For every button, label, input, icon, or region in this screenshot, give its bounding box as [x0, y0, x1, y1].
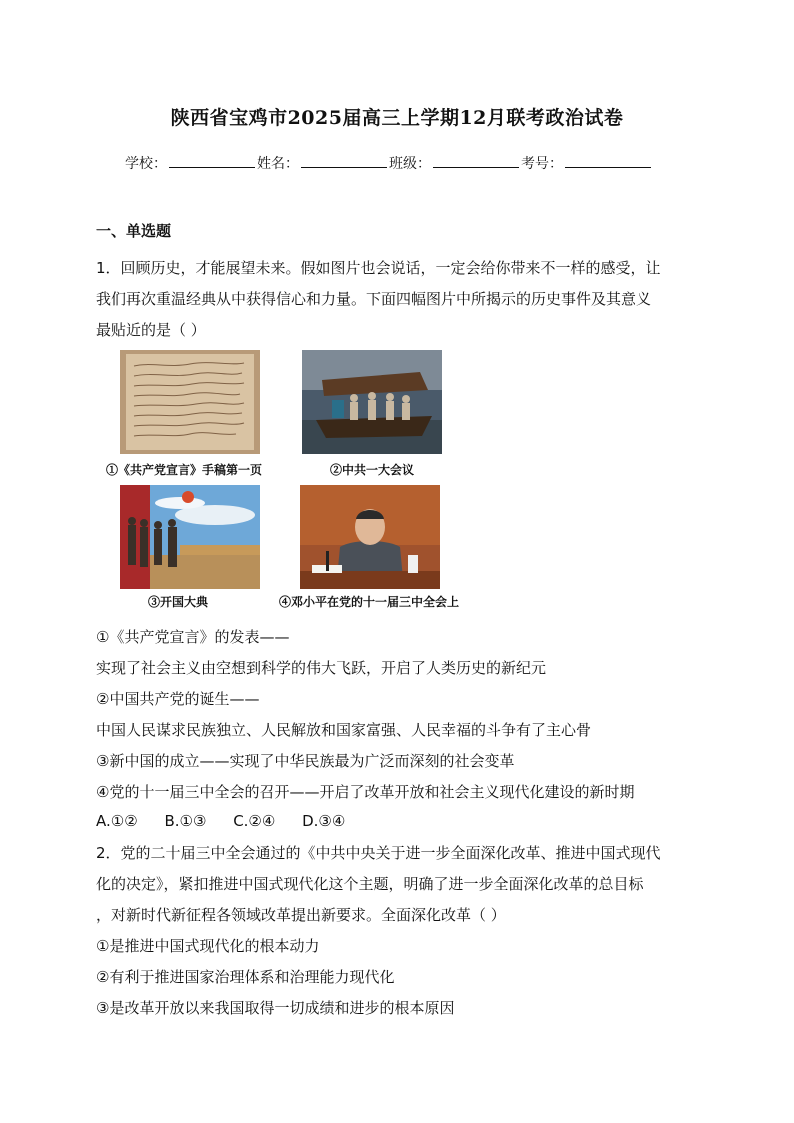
statement-line: 实现了社会主义由空想到科学的伟大飞跃，开启了人类历史的新纪元: [96, 659, 547, 677]
exam-number-label: 考号：: [521, 156, 563, 172]
question-2-line: ③是改革开放以来我国取得一切成绩和进步的根本原因: [96, 999, 455, 1017]
name-label: 姓名：: [257, 156, 299, 172]
statement-line: 中国人民谋求民族独立、人民解放和国家富强、人民幸福的斗争有了主心骨: [96, 721, 592, 739]
manuscript-photo: [120, 350, 260, 454]
class-blank: [433, 153, 519, 168]
boat-meeting-painting: [302, 350, 442, 454]
name-blank: [301, 153, 387, 168]
figure-caption: ④邓小平在党的十一届三中全会上: [279, 595, 460, 609]
question-1-options: [96, 812, 367, 830]
statement-line: ④党的十一届三中全会的召开——开启了改革开放和社会主义现代化建设的新时期: [96, 783, 635, 801]
statement-line: ①《共产党宣言》的发表——: [96, 628, 290, 646]
figure-caption: ③开国大典: [148, 595, 209, 609]
figure-caption: ②中共一大会议: [330, 463, 415, 477]
class-label: 班级：: [389, 156, 431, 172]
school-blank: [169, 153, 255, 168]
question-2-line: 化的决定》，紧扣推进中国式现代化这个主题，明确了进一步全面深化改革的总目标: [96, 875, 644, 893]
exam-number-blank: [565, 153, 651, 168]
option-c[interactable]: C.②④: [233, 812, 276, 830]
question-1-line: 1．回顾历史，才能展望未来。假如图片也会说话，一定会给你带来不一样的感受，让: [96, 259, 661, 277]
school-label: 学校：: [125, 156, 167, 172]
option-b[interactable]: B.①③: [164, 812, 207, 830]
page-title: 陕西省宝鸡市2025届高三上学期12月联考政治试卷: [170, 107, 624, 129]
statement-line: ②中国共产党的诞生——: [96, 690, 260, 708]
founding-ceremony-painting: [120, 485, 260, 589]
figure-caption: ①《共产党宣言》手稿第一页: [106, 463, 263, 477]
statement-line: ③新中国的成立——实现了中华民族最为广泛而深刻的社会变革: [96, 752, 515, 770]
question-2-line: ①是推进中国式现代化的根本动力: [96, 937, 320, 955]
question-1-line: 最贴近的是（ ）: [96, 321, 206, 339]
question-2: [96, 838, 700, 1024]
question-2-line: ，对新时代新征程各领域改革提出新要求。全面深化改革（ ）: [96, 906, 506, 924]
section-heading: 一、单选题: [96, 222, 172, 240]
student-info-row: [125, 153, 653, 173]
question-1-line: 我们再次重温经典从中获得信心和力量。下面四幅图片中所揭示的历史事件及其意义: [96, 290, 652, 308]
option-d[interactable]: D.③④: [302, 812, 346, 830]
speaker-photo: [300, 485, 440, 589]
question-2-line: 2．党的二十届三中全会通过的《中共中央关于进一步全面深化改革、推进中国式现代: [96, 844, 661, 862]
question-1-statements: [96, 622, 700, 808]
question-2-line: ②有利于推进国家治理体系和治理能力现代化: [96, 968, 395, 986]
option-a[interactable]: A.①②: [96, 812, 138, 830]
question-1-stem: [96, 253, 700, 346]
